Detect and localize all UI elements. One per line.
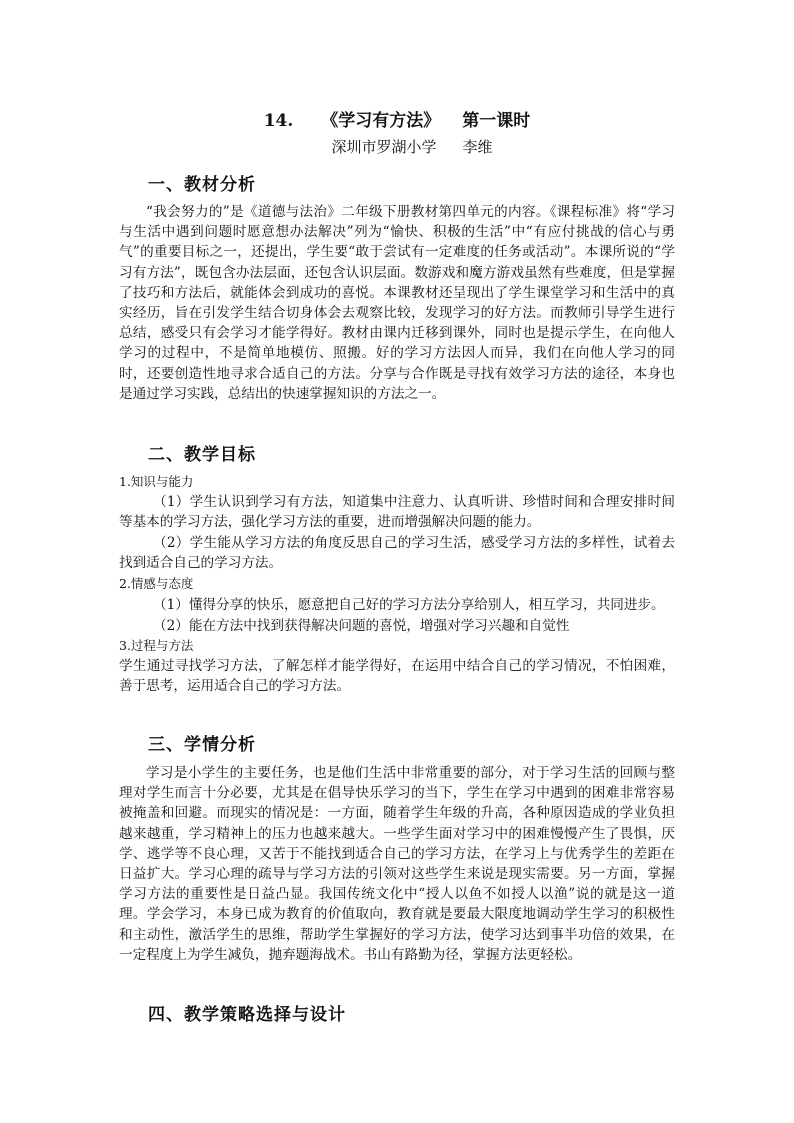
goal-emotion-item-1: （1）懂得分享的快乐，愿意把自己好的学习方法分享给别人，相互学习，共同进步。	[153, 597, 665, 613]
author-line	[0, 136, 794, 157]
document-title	[0, 106, 794, 131]
goal-emotion-title: 2.情感与态度	[119, 576, 194, 591]
goal-knowledge-item-1: （1）学生认识到学习有方法，知道集中注意力、认真听讲、珍惜时间和合理安排时间等基本的学习方法，强化学习方法的重要，进而增强解决问题的能力。	[119, 494, 675, 531]
goal-knowledge-item-2: （2）学生能从学习方法的角度反思自己的学习生活，感受学习方法的多样性，试着去找到适合自己的学习方法。	[119, 535, 675, 572]
goal-emotion-item-2: （2）能在方法中找到获得解决问题的喜悦，增强对学习兴趣和自觉性	[153, 618, 570, 634]
lesson-title: 《学习有方法》	[321, 111, 441, 131]
section-heading-textbook-analysis: 一、教材分析	[148, 175, 256, 195]
lesson-period: 第一课时	[462, 111, 531, 131]
section-heading-learner-analysis: 三、学情分析	[148, 735, 256, 755]
goal-process-text: 学生通过寻找学习方法，了解怎样才能学得好，在运用中结合自己的学习情况，不怕困难，善于思考，运用适合自己的学习方法。	[119, 658, 675, 695]
learner-analysis-paragraph: 学习是小学生的主要任务，也是他们生活中非常重要的部分，对于学习生活的回顾与整理对学生而言十分必要，尤其是在倡导快乐学习的当下，学生在学习中遇到的困难非常容易被掩盖和回避。而现实的情况是：一方面，随着学生年级的升高，各种原因造成的学业负担越来越重，学习精神上的压力也越来越大。一些学生面对学习中的困难慢慢产生了畏惧，厌学、逃学等不良心理，又苦于不能找到适合自己的学习方法，在学习上与优秀学生的差距在日益扩大。学习心理的疏导与学习方法的引领对这些学生来说是现实需要。另一方面，掌握学习方法的重要性是日益凸显。我国传统文化中“授人以鱼不如授人以渔”说的就是这一道理。学会学习，本身已成为教育的价值取向，教育就是要最大限度地调动学生学习的积极性和主动性，激活学生的思维，帮助学生掌握好的学习方法，使学习达到事半功倍的效果，在一定程度上为学生减负，抛弃题海战术。书山有路勤为径，掌握方法更轻松。	[119, 765, 675, 963]
goal-process-title: 3.过程与方法	[119, 638, 194, 653]
lesson-number: 14.	[263, 111, 294, 131]
section-heading-teaching-goals: 二、教学目标	[148, 445, 256, 465]
goal-knowledge-title: 1.知识与能力	[119, 474, 194, 489]
section-heading-strategy: 四、教学策略选择与设计	[148, 1005, 346, 1025]
school-name: 深圳市罗湖小学	[331, 138, 437, 156]
textbook-analysis-paragraph: “我会努力的”是《道德与法治》二年级下册教材第四单元的内容。《课程标准》将“学习与生活中遇到问题时愿意想办法解决”列为“愉快、积极的生活”中“有应付挑战的信心与勇气”的重要目标之一，还提出，学生要“敢于尝试有一定难度的任务或活动”。本课所说的“学习有方法”，既包含办法层面，还包含认识层面。数游戏和魔方游戏虽然有些难度，但是掌握了技巧和方法后，就能体会到成功的喜悦。本课教材还呈现出了学生课堂学习和生活中的真实经历，旨在引发学生结合切身体会去观察比较，发现学习的好方法。而教师引导学生进行总结，感受只有会学习才能学得好。教材由课内迁移到课外，同时也是提示学生，在向他人学习的过程中，不是简单地模仿、照搬。好的学习方法因人而异，我们在向他人学习的同时，还要创造性地寻求合适自己的方法。分享与合作既是寻找有效学习方法的途径，本身也是通过学习实践，总结出的快速掌握知识的方法之一。	[119, 204, 675, 402]
teacher-name: 李维	[462, 138, 493, 156]
